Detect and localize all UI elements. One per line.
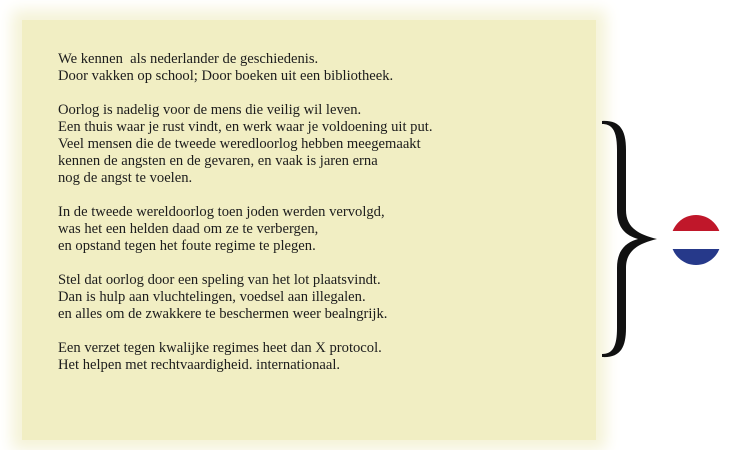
poem-line: Door vakken op school; Door boeken uit een bibliotheek.: [58, 68, 394, 84]
poem-line: en opstand tegen het foute regime te plegen.: [58, 238, 316, 254]
poem-line: kennen de angsten en de gevaren, en vaak is jaren erna: [58, 153, 378, 169]
flag-stripe-red: [670, 212, 722, 231]
curly-brace-icon: [600, 118, 660, 360]
poem-line: was het een helden daad om ze te verbergen,: [58, 221, 319, 237]
poem-stanza: [58, 340, 588, 374]
netherlands-flag-icon: [670, 212, 722, 268]
poem-line: Het helpen met rechtvaardigheid. internationaal.: [58, 357, 341, 373]
poem-line: nog de angst te voelen.: [58, 170, 193, 186]
poem-line: Dan is hulp aan vluchtelingen, voedsel aan illegalen.: [58, 289, 366, 305]
poem-stanza: [58, 272, 588, 323]
poem-stanza: [58, 102, 588, 187]
flag-stripe-blue: [670, 249, 722, 268]
poem-stanza: [58, 51, 588, 85]
poem-line: Een verzet tegen kwalijke regimes heet dan X protocol.: [58, 340, 382, 356]
poem-line: In de tweede wereldoorlog toen joden werden vervolgd,: [58, 204, 385, 220]
poem-line: Een thuis waar je rust vindt, en werk waar je voldoening uit put.: [58, 119, 433, 135]
brace-shape: [602, 121, 657, 357]
poem-line: en alles om de zwakkere te beschermen weer bealngrijk.: [58, 306, 388, 322]
flag-stripe-white: [670, 231, 722, 249]
poem-line: Veel mensen die de tweede weredloorlog hebben meegemaakt: [58, 136, 421, 152]
poem-line: Oorlog is nadelig voor de mens die veilig wil leven.: [58, 102, 362, 118]
poem-line: Stel dat oorlog door een speling van het lot plaatsvindt.: [58, 272, 381, 288]
poem-card: [22, 20, 596, 440]
poem-line: We kennen als nederlander de geschiedenis.: [58, 51, 319, 67]
poem-text: [58, 51, 588, 374]
poem-stanza: [58, 204, 588, 255]
